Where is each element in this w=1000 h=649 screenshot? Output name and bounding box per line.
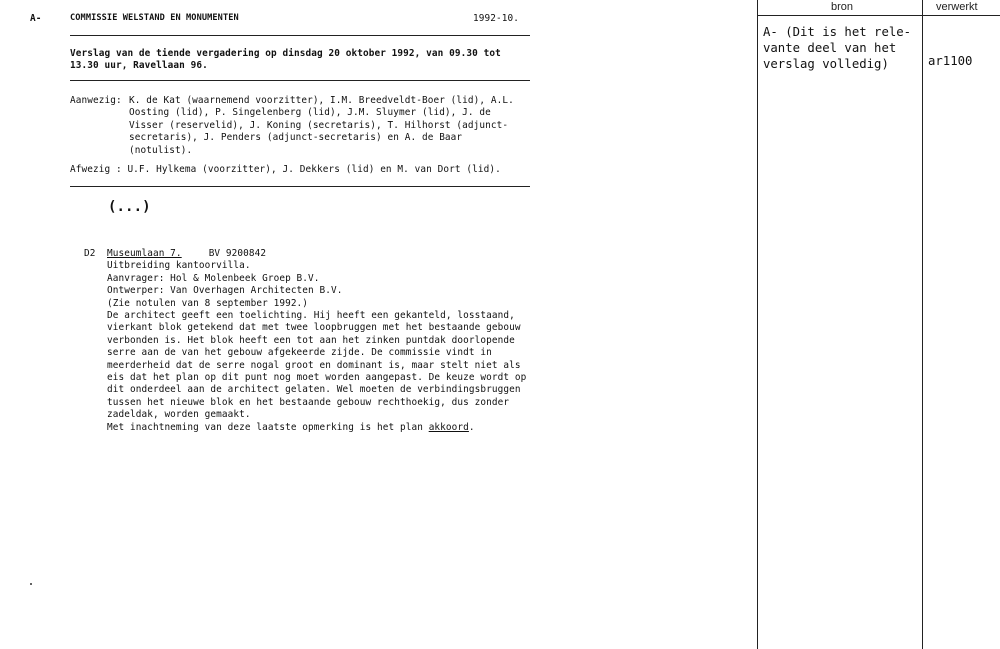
divider-top xyxy=(70,35,530,36)
verwerkt-code: ar1100 xyxy=(928,54,973,68)
column-divider-verwerkt xyxy=(922,0,923,649)
document-date: 1992-10. xyxy=(473,13,519,24)
item-line: Ontwerper: Van Overhagen Architecten B.V. xyxy=(107,285,343,297)
column-divider-bron xyxy=(757,0,758,649)
section-marker: A- xyxy=(30,13,42,24)
divider-intro xyxy=(70,80,530,81)
bron-note-line: A- (Dit is het rele- xyxy=(763,25,912,39)
meeting-intro xyxy=(70,48,525,73)
item-line: vierkant blok getekend dat met twee loopbruggen met het bestaande gebouw xyxy=(107,322,521,334)
agenda-item xyxy=(107,248,547,434)
item-line: dit onderdeel aan de architect gelaten. Wel moeten de verbindingsbruggen xyxy=(107,384,521,396)
conclusion-period: . xyxy=(468,421,475,433)
present-line: secretaris), J. Penders (adjunct-secretaris) en A. de Baar xyxy=(129,132,463,144)
present-line: Visser (reservelid), J. Koning (secretaris), T. Hilhorst (adjunct- xyxy=(129,119,509,131)
item-heading xyxy=(107,248,547,260)
bron-note-line: vante deel van het xyxy=(763,41,897,55)
item-line: zadeldak, worden gemaakt. xyxy=(107,409,251,421)
bron-note xyxy=(763,24,911,72)
column-header-bron: bron xyxy=(831,1,854,13)
attendance-absent: Afwezig : U.F. Hylkema (voorzitter), J. Dekkers (lid) en M. van Dort (lid). xyxy=(70,164,501,175)
scan-dot xyxy=(30,583,32,585)
item-line: Aanvrager: Hol & Molenbeek Groep B.V. xyxy=(107,272,320,284)
item-line: (Zie notulen van 8 september 1992.) xyxy=(107,297,309,309)
divider-attendance xyxy=(70,186,530,187)
item-line: De architect geeft een toelichting. Hij heeft een gekanteld, losstaand, xyxy=(107,310,515,322)
item-line: serre aan de van het gebouw afgekeerde zijde. De commissie vindt in xyxy=(107,347,492,359)
column-header-verwerkt: verwerkt xyxy=(936,1,978,13)
item-line: verbonden is. Het blok heeft een tot aan het zinken puntdak doorlopende xyxy=(107,334,515,346)
present-line: Oosting (lid), P. Singelenberg (lid), J.M. Sluymer (lid), J. de xyxy=(129,107,491,119)
present-line: K. de Kat (waarnemend voorzitter), I.M. Breedveldt-Boer (lid), A.L. xyxy=(129,95,514,106)
item-code: D2 xyxy=(84,248,96,259)
item-line: Uitbreiding kantoorvilla. xyxy=(107,260,251,272)
conclusion-text: Met inachtneming van deze laatste opmerking is het plan xyxy=(107,421,429,433)
item-reference: BV 9200842 xyxy=(208,248,267,259)
present-label: Aanwezig: xyxy=(70,95,122,106)
present-line: (notulist). xyxy=(129,144,193,156)
item-line: eis dat het plan op dit punt nog moet worden aangepast. De keuze wordt op xyxy=(107,372,527,384)
bron-note-line: verslag volledig) xyxy=(763,57,889,71)
intro-line: Verslag van de tiende vergadering op dinsdag 20 oktober 1992, van 09.30 tot xyxy=(70,48,501,59)
column-header-rule xyxy=(757,15,1000,16)
conclusion-verdict: akkoord xyxy=(428,421,469,433)
omission-marker: (...) xyxy=(108,199,151,215)
document-title: COMMISSIE WELSTAND EN MONUMENTEN xyxy=(70,13,239,23)
intro-line: 13.30 uur, Ravellaan 96. xyxy=(70,60,208,72)
item-line: tussen het nieuwe blok en het bestaande gebouw rechthoekig, dus zonder xyxy=(107,396,510,408)
item-conclusion xyxy=(107,422,547,434)
item-address: Museumlaan 7. xyxy=(107,248,182,259)
item-line: meerderheid dat de serre nogal groot en dominant is, maar stelt niet als xyxy=(107,359,521,371)
attendance-present xyxy=(70,95,514,157)
